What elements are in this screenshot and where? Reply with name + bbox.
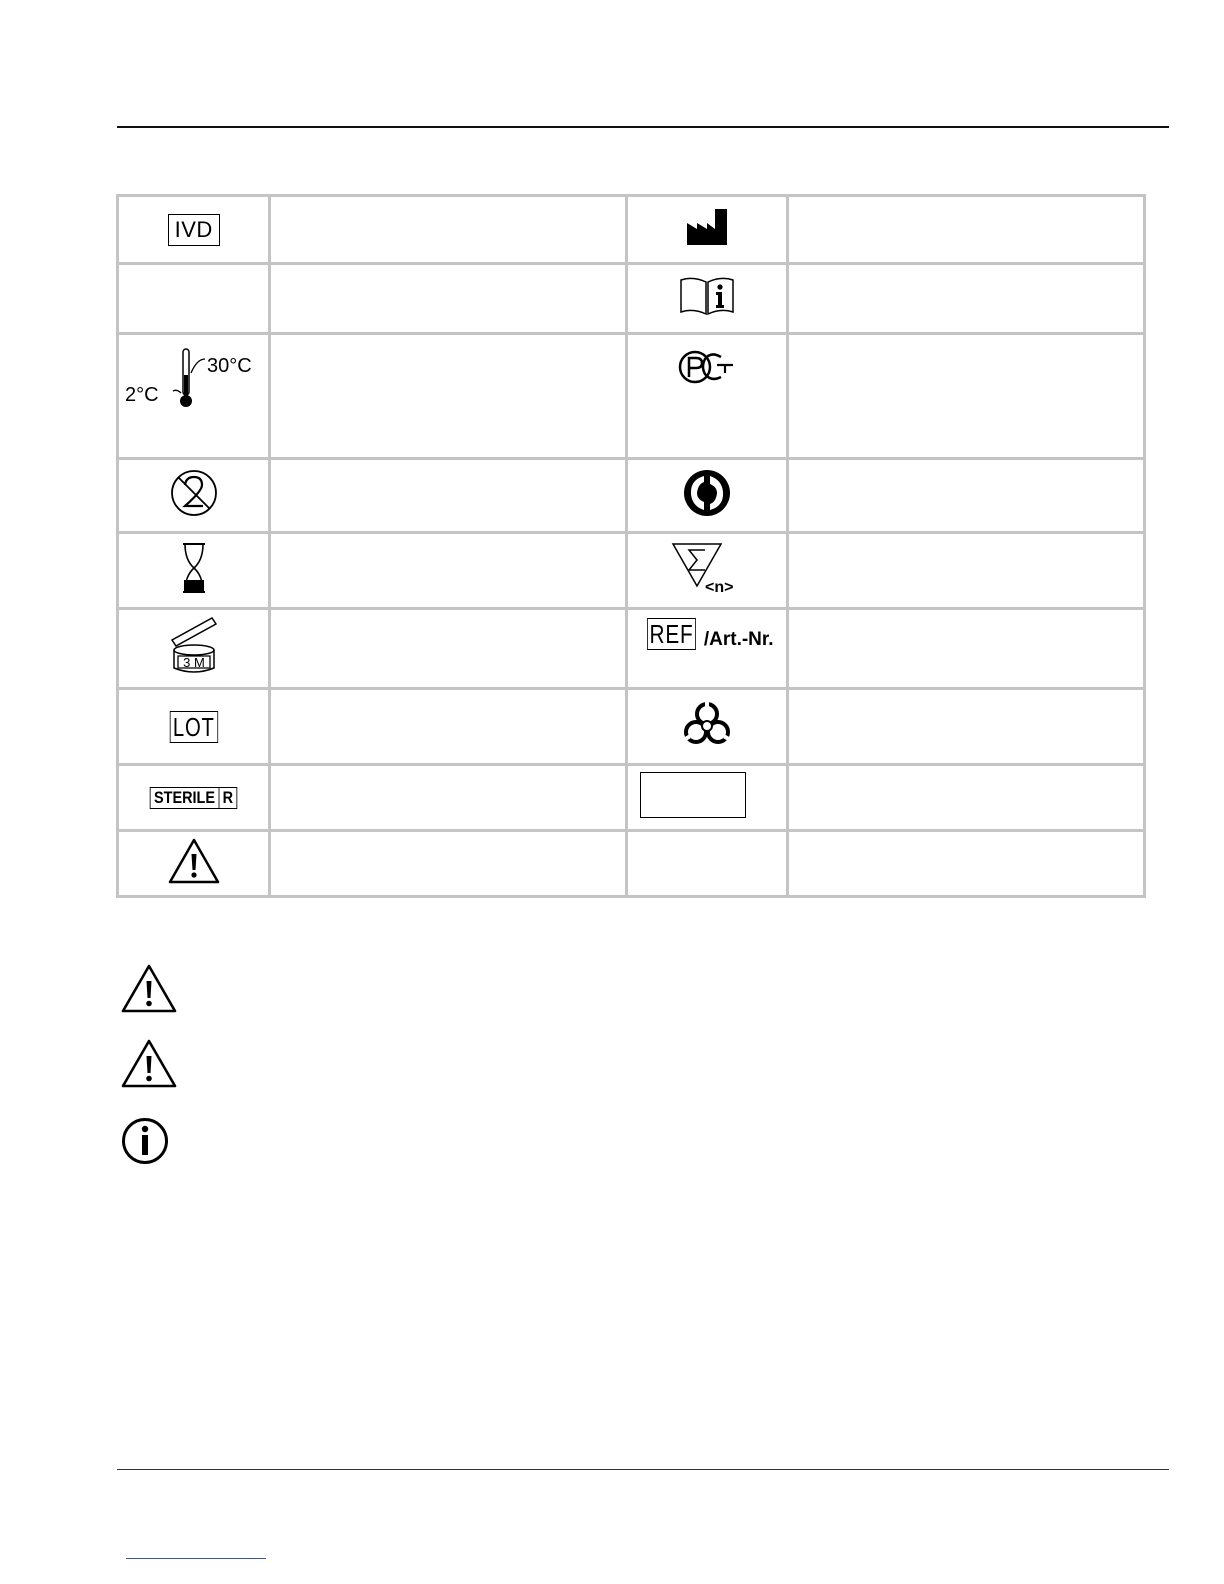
warning-icon <box>120 1038 178 1090</box>
description-cell <box>270 196 627 264</box>
warning-icon <box>120 963 178 1015</box>
sufficient-for-icon <box>671 540 743 596</box>
sterile-r-label: R <box>219 788 237 808</box>
symbol-cell <box>118 533 270 609</box>
symbol-cell <box>627 609 787 689</box>
footer-rule <box>117 1469 1169 1470</box>
sigma-label: <n> <box>705 579 734 596</box>
gost-r-icon <box>677 347 737 389</box>
ivd-icon: IVD <box>168 214 220 246</box>
table-row <box>118 264 1145 334</box>
symbol-cell <box>118 196 270 264</box>
do-not-reuse-icon <box>169 468 219 518</box>
period-after-opening-icon <box>166 616 222 676</box>
temperature-limit-icon <box>119 345 269 415</box>
temp-high-label: 30°C <box>207 355 252 377</box>
table-row <box>118 689 1145 765</box>
temp-low-label: 2°C <box>125 384 159 406</box>
table-row <box>118 459 1145 533</box>
ref-label: REF <box>647 618 696 650</box>
description-cell <box>787 264 1144 334</box>
use-by-icon <box>181 542 207 594</box>
symbol-cell <box>118 334 270 459</box>
symbol-cell <box>118 831 270 897</box>
symbol-cell <box>118 459 270 533</box>
sterile-label: STERILE <box>154 787 216 807</box>
symbol-cell <box>627 264 787 334</box>
description-cell <box>787 689 1144 765</box>
art-nr-label: /Art.-Nr. <box>703 629 774 650</box>
symbol-cell <box>118 264 270 334</box>
manufacturer-icon <box>685 207 729 247</box>
symbol-cell <box>627 831 787 897</box>
header-rule <box>117 126 1169 128</box>
caution-icon <box>167 837 221 885</box>
symbol-cell <box>118 609 270 689</box>
table-row <box>118 196 1145 264</box>
description-cell <box>787 831 1144 897</box>
sterile-r-icon <box>150 787 238 809</box>
table-row <box>118 334 1145 459</box>
description-cell <box>270 459 627 533</box>
green-dot-icon <box>682 468 732 518</box>
description-cell <box>270 689 627 765</box>
pao-label: 3 M <box>182 655 205 670</box>
symbol-cell <box>118 765 270 831</box>
description-cell <box>787 334 1144 459</box>
description-cell <box>787 196 1144 264</box>
info-circle-icon <box>120 1116 170 1166</box>
table-row <box>118 765 1145 831</box>
symbol-cell <box>627 459 787 533</box>
symbol-cell <box>627 533 787 609</box>
description-cell <box>270 264 627 334</box>
description-cell <box>787 765 1144 831</box>
symbol-cell <box>627 196 787 264</box>
biohazard-icon <box>681 700 733 748</box>
symbol-cell <box>118 689 270 765</box>
lot-icon: LOT <box>170 711 218 743</box>
empty-box-icon <box>640 772 746 818</box>
description-cell <box>270 765 627 831</box>
description-cell <box>270 609 627 689</box>
footer-link-underline[interactable] <box>126 1558 266 1559</box>
description-cell <box>787 533 1144 609</box>
symbol-table <box>116 194 1146 898</box>
symbol-cell <box>627 334 787 459</box>
table-row <box>118 609 1145 689</box>
consult-instructions-icon <box>679 276 735 316</box>
table-row <box>118 533 1145 609</box>
description-cell <box>787 609 1144 689</box>
table-row <box>118 831 1145 897</box>
ref-art-nr-icon <box>641 618 774 650</box>
description-cell <box>270 533 627 609</box>
description-cell <box>787 459 1144 533</box>
symbol-cell <box>627 689 787 765</box>
description-cell <box>270 831 627 897</box>
description-cell <box>270 334 627 459</box>
symbol-cell <box>627 765 787 831</box>
